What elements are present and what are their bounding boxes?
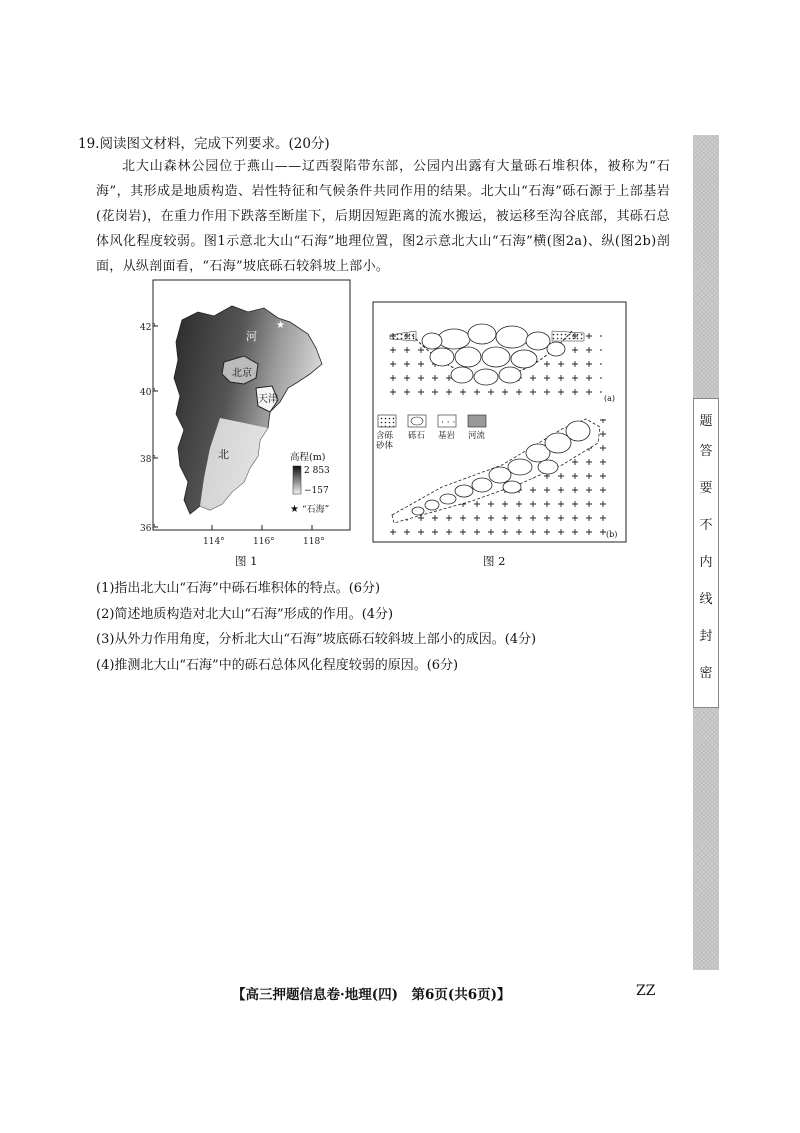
lon-label: 114°	[203, 537, 225, 547]
lat-label: 40°	[140, 388, 156, 398]
label-a: (a)	[604, 394, 616, 403]
question-paragraph: 北大山森林公园位于燕山——辽西裂陷带东部，公园内出露有大量砾石堆积体，被称为“石海”，其形成是地质构造、岩性特征和气候条件共同作用的结果。北大山“石海”砾石源于上部基岩(花岗岩)，在重力作用下跌落至断崖下，后期因短距离的流水搬运，被运移至沟谷底部，其砾石总体风化程度较弱。图1示意北大山“石海”地理位置，图2示意北大山“石海”横(图2a)、纵(图2b)剖面，从纵剖面看，“石海”坡底砾石较斜坡上部小。	[96, 159, 670, 274]
figure-1-map	[140, 278, 355, 548]
legend-star-icon: ★	[290, 504, 299, 515]
svg-text:· · ·: · · ·	[441, 418, 456, 428]
legend-item: 砾石	[408, 431, 426, 441]
footer-code: ZZ	[636, 983, 656, 999]
legend-star-label: “石海”	[302, 505, 330, 515]
sub-question-3: (3)从外力作用角度，分析北大山“石海”坡底砾石较斜坡上部小的成因。(4分)	[96, 632, 537, 647]
binding-char: 密	[699, 666, 713, 681]
binding-char: 答	[699, 444, 713, 459]
legend-item: 基岩	[438, 431, 456, 441]
legend-min: −157	[304, 486, 329, 496]
sub-question-1: (1)指出北大山“石海”中砾石堆积体的特点。(6分)	[96, 581, 381, 596]
binding-char: 要	[699, 481, 713, 496]
lon-label: 116°	[253, 537, 275, 547]
label-b: (b)	[606, 530, 618, 539]
binding-char: 封	[699, 629, 713, 644]
binding-char: 不	[699, 518, 713, 533]
legend-item-line2: 砂体	[376, 441, 394, 451]
star-marker-icon: ★	[276, 320, 285, 331]
label-beijing: 北京	[232, 368, 252, 379]
legend-max: 2 853	[304, 466, 330, 476]
figure-2-caption: 图 2	[483, 554, 506, 568]
figure-2-sections	[372, 301, 628, 545]
elevation-gradient	[293, 466, 301, 494]
lat-label: 38°	[140, 455, 156, 465]
legend-item: 含砾	[376, 431, 394, 441]
binding-char: 内	[699, 555, 713, 570]
binding-char: 线	[699, 592, 713, 607]
binding-char: 题	[699, 414, 713, 429]
figure-1-caption: 图 1	[235, 554, 258, 568]
sub-question-4: (4)推测北大山“石海”中的砾石总体风化程度较弱的原因。(6分)	[96, 658, 459, 673]
label-he: 河	[246, 330, 257, 343]
legend-title: 高程(m)	[290, 452, 326, 463]
label-bei: 北	[218, 448, 229, 461]
section-a	[382, 324, 615, 403]
legend-item: 河流	[468, 431, 486, 441]
label-tianjin: 天津	[258, 394, 278, 405]
lat-label: 36°	[140, 524, 156, 534]
sub-question-2: (2)简述地质构造对北大山“石海”形成的作用。(4分)	[96, 607, 394, 622]
page-footer: 【高三押题信息卷·地理(四) 第6页(共6页)】	[232, 987, 511, 1003]
lat-label: 42°	[140, 323, 156, 333]
lon-label: 118°	[303, 537, 325, 547]
question-title: 19.阅读图文材料，完成下列要求。(20分)	[78, 136, 330, 152]
